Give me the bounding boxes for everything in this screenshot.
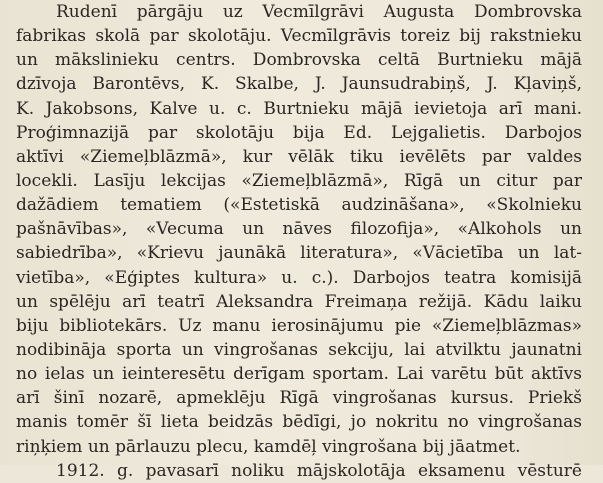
text-line: 1912. g. pavasarī noliku mājskolotāja eksamenu vēsturē <box>56 460 582 481</box>
text-line: aktīvi «Ziemeļblāzmā», kur vēlāk tiku ievēlēts par valdes <box>16 146 582 167</box>
text-line: riņķiem un pārlauzu plecu, kamdēļ vingrošana bij jāatmet. <box>16 436 521 457</box>
text-line: Proģimnazijā par skolotāju bija Ed. Lejgalietis. Darbojos <box>16 122 582 143</box>
paragraph-1 <box>16 0 582 459</box>
text-line: Rudenī pārgāju uz Vecmīlgrāvi Augusta Dombrovska <box>56 2 582 22</box>
text-line: arī šinī nozarē, apmeklēju Rīgā vingrošanas kursus. Priekš <box>16 388 582 409</box>
text-line: un spēlēju arī teatrī Aleksandra Freimaņa režijā. Kādu laiku <box>16 291 582 312</box>
text-line: dažādiem tematiem («Estetiskā audzināšana», «Skolnieku <box>16 195 582 216</box>
text-block <box>16 0 582 483</box>
text-line: fabrikas skolā par skolotāju. Vecmīlgrāvis toreiz bij rakstnieku <box>16 26 582 47</box>
paragraph-2 <box>16 459 582 483</box>
text-line: pašnāvības», «Vecuma un nāves filozofija», «Alkohols un <box>16 219 582 240</box>
text-line: manis tomēr šī lieta beidzās bēdīgi, jo nokritu no vingrošanas <box>16 412 582 433</box>
text-line: sabiedrība», «Krievu jaunākā literatura», «Vācietība un lat- <box>16 243 582 264</box>
text-line: biju bibliotekārs. Uz manu ierosinājumu pie «Ziemeļblāzmas» <box>16 315 582 336</box>
text-line: locekli. Lasīju lekcijas «Ziemeļblāzmā», Rīgā un citur par <box>16 170 582 191</box>
text-line: un mākslinieku centrs. Dombrovska celtā Burtnieku mājā <box>16 50 582 71</box>
text-line: dzīvoja Barontēvs, K. Skalbe, J. Jaunsudrabiņš, J. Kļaviņš, <box>16 74 582 95</box>
text-line: K. Jakobsons, Kalve u. c. Burtnieku mājā ievietoja arī mani. <box>16 98 582 119</box>
text-line: nodibināja sporta un vingrošanas sekciju, lai atvilktu jaunatni <box>16 339 582 360</box>
text-line: no ielas un ieinteresētu derīgam sportam. Lai varētu būt aktīvs <box>16 364 582 385</box>
text-line: vietība», «Eģiptes kultura» u. c.). Darbojos teatra komisijā <box>16 267 582 288</box>
